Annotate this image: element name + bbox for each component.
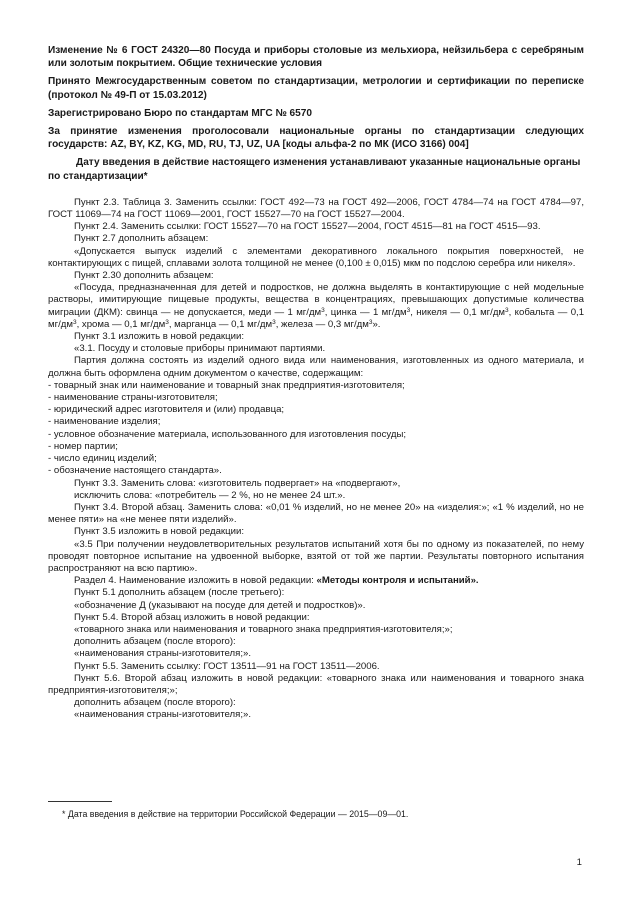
superscript: 3: [72, 318, 77, 326]
paragraph: Пункт 3.1 изложить в новой редакции:: [74, 331, 244, 343]
paragraph: дополнить абзацем (после второго):: [74, 697, 236, 709]
paragraph: Пункт 3.5 изложить в новой редакции:: [74, 526, 244, 538]
paragraph: Пункт 5.4. Второй абзац изложить в новой редакции:: [74, 611, 310, 623]
text: , марганца — 0,1 мг/дм: [168, 318, 273, 330]
list-item: - наименование страны-изготовителя;: [48, 392, 218, 404]
paragraph: исключить слова: «потребитель — 2 %, но не менее 24 шт.».: [74, 489, 346, 501]
paragraph: Пункт 3.3. Заменить слова: «изготовитель подвергает» на «подвергают»,: [74, 477, 401, 489]
list-item: - число единиц изделий;: [48, 453, 157, 465]
list-item: - условное обозначение материала, использованного для изготовления посуды;: [48, 428, 407, 440]
list-item: - обозначение настоящего стандарта».: [48, 465, 222, 477]
paragraph: Пункт 5.1 дополнить абзацем (после третьего):: [74, 587, 285, 599]
amendment-body: [48, 197, 584, 722]
paragraph: Партия должна состоять из изделий одного вида или наименования, изготовленных из одного материала, и должна быть оформлена одним документом о качестве, содержащим:: [48, 355, 584, 379]
paragraph: «3.1. Посуду и столовые приборы принимают партиями.: [74, 343, 326, 355]
text: , кобальта — 0,1 мг/дм: [48, 306, 585, 330]
voting-note: За принятие изменения проголосовали национальные органы по стандартизации следующих государств: AZ, BY, KZ, KG, MD, RU, TJ, UZ, UA [коды альфа-2 по МК (ИСО 3166) 004]: [48, 126, 584, 151]
amendment-title: Изменение № 6 ГОСТ 24320—80 Посуда и приборы столовые из мельхиора, нейзильбера с серебряным или золотым покрытием. Общие технические условия: [48, 45, 584, 70]
text: ».: [372, 318, 381, 330]
text: Раздел 4. Наименование изложить в новой редакции:: [74, 575, 317, 587]
paragraph: Пункт 2.7 дополнить абзацем:: [74, 233, 209, 245]
text: , железа — 0,3 мг/дм: [275, 318, 369, 330]
text: «Посуда, предназначенная для детей и подростков, не должна выделять в контактирующие с ней модельные растворы, имитирующие пищевые продукты, вещества в концентрациях, превышающих допустимые количества миграции (ДКМ): свинца — не допускается, меди — 1 мг/дм: [48, 282, 584, 318]
text: , никеля — 0,1 мг/дм: [410, 306, 506, 318]
paragraph: Пункт 3.4. Второй абзац. Заменить слова: «0,01 % изделий, но не менее 20» на «изделия:»; «1 % изделий, но не менее пяти» на «не менее пяти изделий».: [48, 501, 584, 526]
list-item: - юридический адрес изготовителя и (или) продавца;: [48, 404, 285, 416]
paragraph: Пункт 5.6. Второй абзац изложить в новой редакции: «товарного знака или наименования и товарного знака предприятия-изготовителя;»;: [48, 672, 584, 696]
superscript: 3: [165, 318, 169, 326]
footnote-divider: [48, 801, 112, 802]
text: , цинка — 1 мг/дм: [324, 306, 407, 318]
paragraph: «3.5 При получении неудовлетворительных результатов испытаний хотя бы по одному из показателей, по нему проводят повторное испытание на удвоенной выборке, взятой от той же партии. Результаты повторного испытания распространяют на всю партию».: [48, 538, 584, 574]
superscript: 3: [505, 306, 509, 314]
list-item: - номер партии;: [48, 440, 118, 452]
superscript: 3: [406, 306, 411, 314]
registration-note: Зарегистрировано Бюро по стандартам МГС № 6570: [48, 107, 312, 119]
paragraph: Пункт 2.30 дополнить абзацем:: [74, 270, 214, 282]
paragraph-section-4: [48, 575, 584, 587]
list-item: - товарный знак или наименование и товарный знак предприятия-изготовителя;: [48, 379, 405, 391]
superscript: 3: [321, 306, 325, 314]
adoption-note: Принято Межгосударственным советом по стандартизации, метрологии и сертификации по переписке (протокол № 49-П от 15.03.2012): [48, 76, 584, 101]
paragraph: Пункт 2.3. Таблица 3. Заменить ссылки: ГОСТ 492—73 на ГОСТ 492—2006, ГОСТ 4784—74 на ГОСТ 4784—97, ГОСТ 11069—74 на ГОСТ 11069—2001, ГОСТ 15527—70 на ГОСТ 15527—2004.: [48, 196, 584, 221]
paragraph: «обозначение Д (указывают на посуде для детей и подростков)».: [74, 599, 366, 611]
paragraph: «наименования страны-изготовителя;».: [74, 648, 251, 660]
paragraph: дополнить абзацем (после второго):: [74, 636, 236, 648]
superscript: 3: [368, 318, 373, 326]
text: , хрома — 0,1 мг/дм: [76, 318, 166, 330]
paragraph: Пункт 2.4. Заменить ссылки: ГОСТ 15527—70 на ГОСТ 15527—2004, ГОСТ 4515—81 на ГОСТ 4515—93.: [74, 221, 541, 233]
paragraph: «товарного знака или наименования и товарного знака предприятия-изготовителя;»;: [74, 623, 453, 635]
page-number: 1: [576, 857, 582, 868]
superscript: 3: [272, 318, 276, 326]
list-item: - наименование изделия;: [48, 416, 161, 428]
paragraph: «Допускается выпуск изделий с элементами декоративного локального покрытия поверхностей, не контактирующих с пищей, сплавами золота толщиной не менее (0,100 ± 0,015) мкм по подслою серебра или никеля».: [48, 245, 584, 269]
effective-date-note: Дату введения в действие настоящего изменения устанавливают указанные национальные органы по стандартизации*: [48, 157, 581, 182]
paragraph: Пункт 5.5. Заменить ссылку: ГОСТ 13511—91 на ГОСТ 13511—2006.: [74, 660, 380, 672]
section-title: «Методы контроля и испытаний».: [316, 575, 479, 587]
paragraph-migration-limits: [48, 282, 584, 331]
paragraph: «наименования страны-изготовителя;».: [74, 709, 251, 721]
footnote: * Дата введения в действие на территории Российской Федерации — 2015—09—01.: [62, 809, 409, 819]
